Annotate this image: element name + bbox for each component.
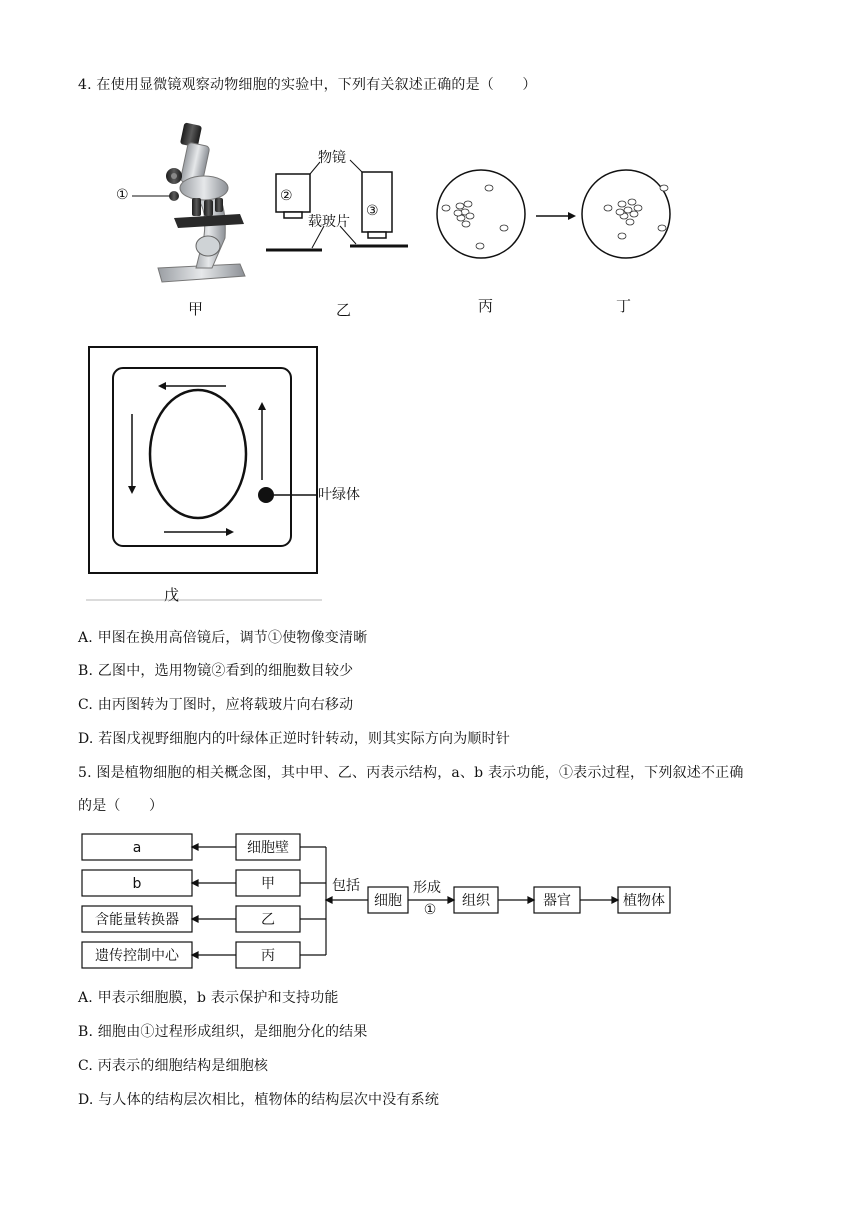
q4-option-a: A. 甲图在换用高倍镜后，调节①使物像变清晰 <box>78 630 368 646</box>
figure-jia-caption: 甲 <box>188 300 204 318</box>
function-box-a: a <box>132 840 142 856</box>
structure-box-bing: 丙 <box>261 948 275 964</box>
figure-yi-caption: 乙 <box>336 301 352 319</box>
form-label: 形成 <box>413 880 441 896</box>
objective-label: 物镜 <box>318 150 346 166</box>
chloroplast-label: 叶绿体 <box>318 487 360 503</box>
function-box-b: b <box>132 876 142 892</box>
function-box-genetic-center: 遗传控制中心 <box>95 948 179 964</box>
chain-box-organ: 器官 <box>543 893 571 909</box>
structure-box-yi: 乙 <box>261 912 275 928</box>
structure-box-cell-wall: 细胞壁 <box>247 840 289 856</box>
function-box-energy-converter: 含能量转换器 <box>95 912 179 928</box>
marker-1-label: ① <box>116 187 129 203</box>
lens-3-label: ③ <box>366 203 379 219</box>
question-4-stem: 4. 在使用显微镜观察动物细胞的实验中，下列有关叙述正确的是（ ） <box>78 77 537 93</box>
question-5-stem-line2: 的是（ ） <box>78 798 164 814</box>
microscope-figure <box>100 118 260 288</box>
q5-option-a: A. 甲表示细胞膜，b 表示保护和支持功能 <box>78 990 339 1006</box>
q4-option-c: C. 由丙图转为丁图时，应将载玻片向右移动 <box>78 697 354 713</box>
q4-option-b: B. 乙图中，选用物镜②看到的细胞数目较少 <box>78 663 354 679</box>
process-1-marker: ① <box>423 902 437 918</box>
include-label: 包括 <box>332 878 360 894</box>
q5-option-d: D. 与人体的结构层次相比，植物体的结构层次中没有系统 <box>78 1092 440 1108</box>
q5-option-c: C. 丙表示的细胞结构是细胞核 <box>78 1058 269 1074</box>
structure-box-jia: 甲 <box>261 876 275 892</box>
question-5-stem-line1: 5. 图是植物细胞的相关概念图，其中甲、乙、丙表示结构，a、b 表示功能，①表示过程，下列叙述不正确 <box>78 765 744 781</box>
plant-cell-concept-diagram <box>78 826 678 976</box>
chain-box-tissue: 组织 <box>462 893 490 909</box>
q5-option-b: B. 细胞由①过程形成组织，是细胞分化的结果 <box>78 1024 368 1040</box>
plant-cell-cyclosis-figure <box>86 344 326 604</box>
chain-box-plant-body: 植物体 <box>623 893 665 909</box>
chain-box-cell: 细胞 <box>374 893 402 909</box>
lens-2-label: ② <box>280 188 293 204</box>
q4-option-d: D. 若图戊视野细胞内的叶绿体正逆时针转动，则其实际方向为顺时针 <box>78 731 511 747</box>
slide-label: 载玻片 <box>308 214 350 230</box>
field-of-view-figure <box>436 166 676 266</box>
figure-ding-caption: 丁 <box>616 297 632 315</box>
figure-bing-caption: 丙 <box>478 297 494 315</box>
figure-wu-caption: 戊 <box>164 586 180 604</box>
